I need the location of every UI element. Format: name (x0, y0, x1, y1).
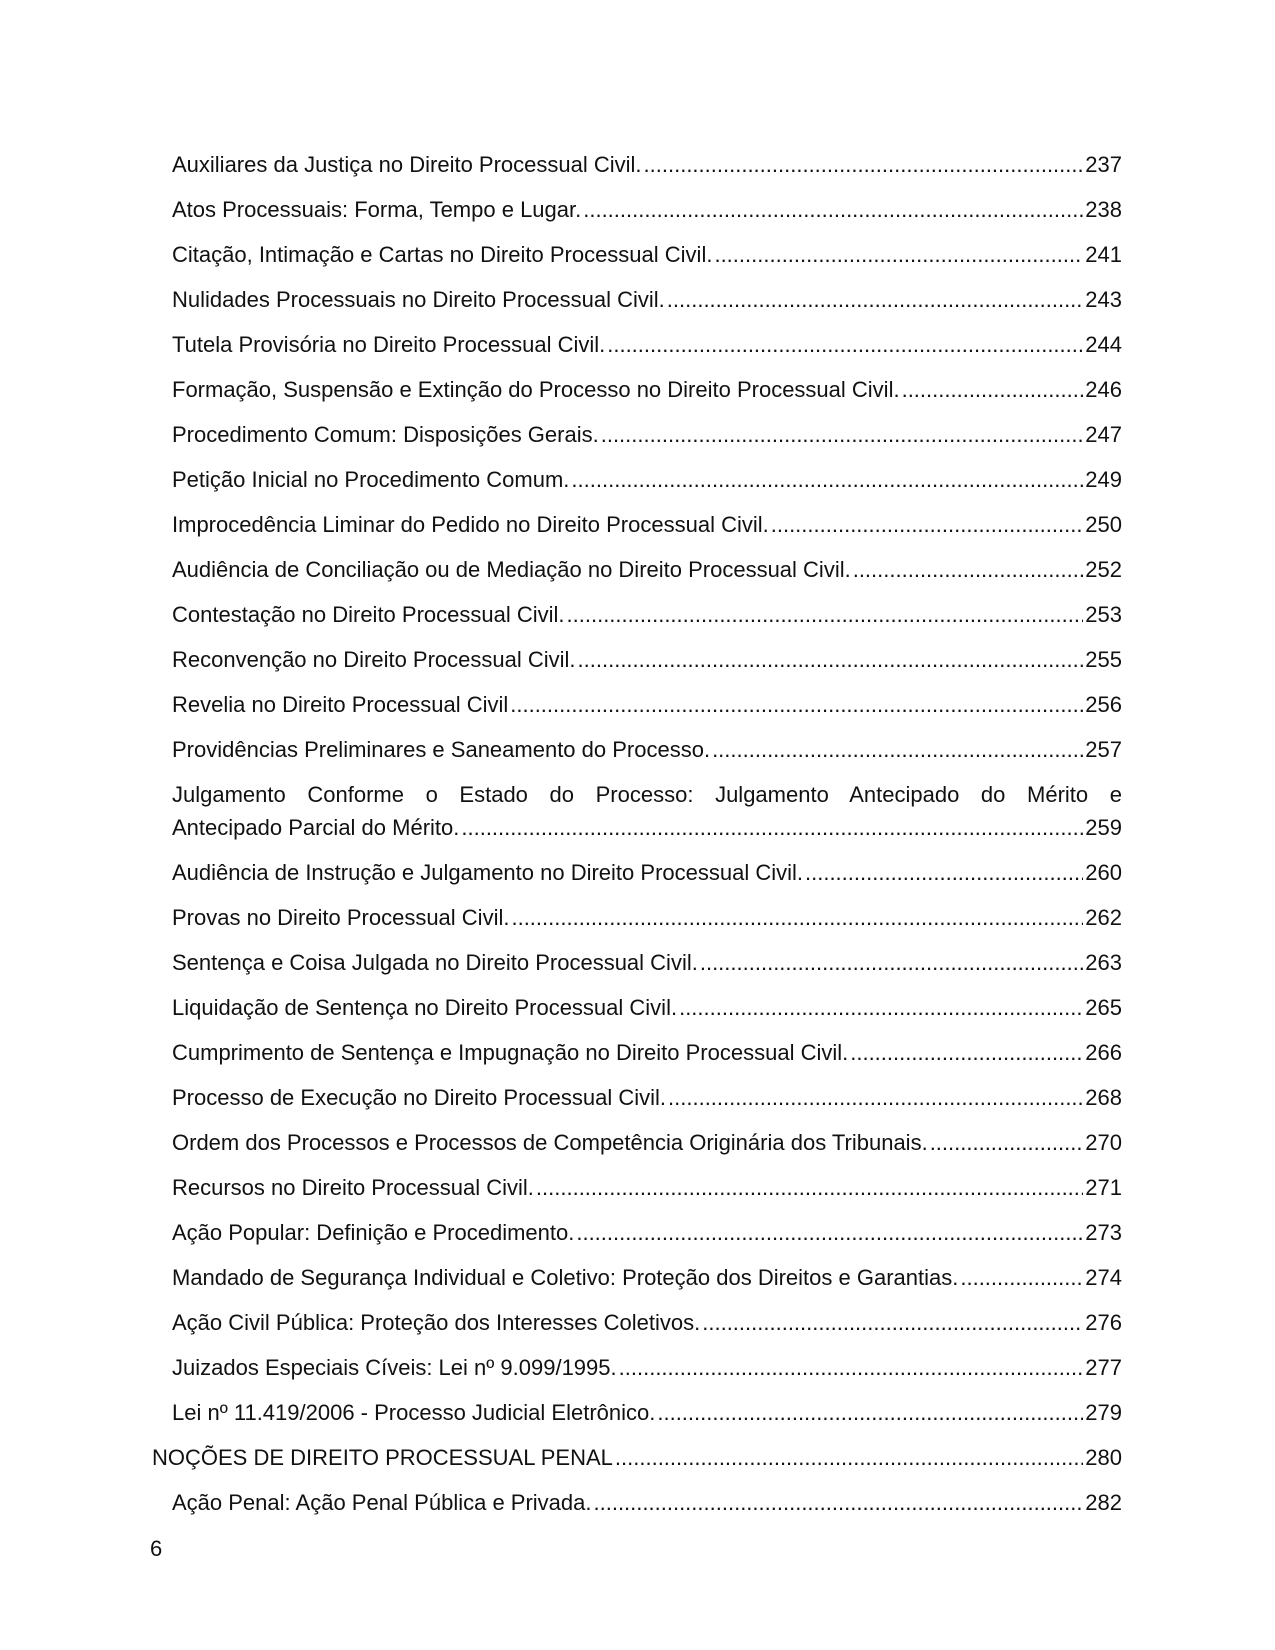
toc-entry-title: Formação, Suspensão e Extinção do Processo no Direito Processual Civil. (172, 377, 900, 402)
toc-entry[interactable] (152, 946, 1122, 979)
dot-leader (805, 856, 1083, 889)
toc-entry[interactable] (152, 1396, 1122, 1429)
toc-entry-page: 247 (1085, 422, 1122, 447)
toc-entry-page: 265 (1085, 995, 1122, 1020)
dot-leader (960, 1261, 1083, 1294)
toc-entry-page: 256 (1085, 692, 1122, 717)
dot-leader (668, 1081, 1083, 1114)
dot-leader (850, 1036, 1083, 1069)
toc-entry-title: Liquidação de Sentença no Direito Processual Civil. (172, 995, 678, 1020)
toc-entry-page: 257 (1085, 737, 1122, 762)
toc-entry-page: 282 (1085, 1490, 1122, 1515)
dot-leader (461, 811, 1083, 844)
toc-entry[interactable] (152, 901, 1122, 934)
toc-entry-page: 237 (1085, 152, 1122, 177)
toc-section-entry[interactable] (152, 1441, 1122, 1474)
dot-leader (576, 1216, 1083, 1249)
dot-leader (771, 508, 1084, 541)
toc-entry-page: 252 (1085, 557, 1122, 582)
toc-entry-title: Nulidades Processuais no Direito Processual Civil. (172, 287, 665, 312)
toc-section-title: NOÇÕES DE DIREITO PROCESSUAL PENAL (152, 1445, 613, 1470)
toc-entry-page: 274 (1085, 1265, 1122, 1290)
dot-leader (536, 1171, 1083, 1204)
toc-entry[interactable] (152, 1486, 1122, 1519)
toc-entry-page: 255 (1085, 647, 1122, 672)
dot-leader (619, 1351, 1084, 1384)
toc-entry[interactable] (152, 193, 1122, 226)
toc-entry[interactable] (152, 688, 1122, 721)
dot-leader (712, 733, 1083, 766)
dot-leader (601, 418, 1084, 451)
toc-entry-page: 260 (1085, 860, 1122, 885)
dot-leader (578, 643, 1084, 676)
toc-entry[interactable] (152, 283, 1122, 316)
dot-leader (714, 238, 1083, 271)
toc-entry-title: Tutela Provisória no Direito Processual Civil. (172, 332, 606, 357)
toc-entry-page: 273 (1085, 1220, 1122, 1245)
toc-entry[interactable] (152, 238, 1122, 271)
dot-leader (571, 463, 1083, 496)
dot-leader (644, 148, 1084, 181)
toc-entry-title: Improcedência Liminar do Pedido no Direito Processual Civil. (172, 512, 769, 537)
toc-entry-title: Ação Civil Pública: Proteção dos Interesses Coletivos. (172, 1310, 701, 1335)
dot-leader (902, 373, 1084, 406)
toc-entry-page: 241 (1085, 242, 1122, 267)
toc-entry-title: Audiência de Instrução e Julgamento no Direito Processual Civil. (172, 860, 803, 885)
toc-entry-page: 262 (1085, 905, 1122, 930)
toc-entry-title: Recursos no Direito Processual Civil. (172, 1175, 534, 1200)
dot-leader (567, 598, 1084, 631)
toc-entry-title: Cumprimento de Sentença e Impugnação no Direito Processual Civil. (172, 1040, 849, 1065)
toc-entry[interactable] (152, 553, 1122, 586)
toc-entry[interactable] (152, 1216, 1122, 1249)
toc-entry-title: Contestação no Direito Processual Civil. (172, 602, 565, 627)
dot-leader (700, 946, 1083, 979)
toc-entry-title: Ação Popular: Definição e Procedimento. (172, 1220, 575, 1245)
table-of-contents (152, 148, 1122, 1531)
toc-entry[interactable] (152, 598, 1122, 631)
toc-entry[interactable] (152, 508, 1122, 541)
toc-entry[interactable] (152, 373, 1122, 406)
toc-entry-title: Processo de Execução no Direito Processual Civil. (172, 1085, 667, 1110)
toc-entry-page: 263 (1085, 950, 1122, 975)
dot-leader (615, 1441, 1083, 1474)
toc-entry[interactable] (152, 1081, 1122, 1114)
dot-leader (702, 1306, 1083, 1339)
toc-entry[interactable] (152, 418, 1122, 451)
toc-entry[interactable] (152, 778, 1122, 844)
dot-leader (607, 328, 1083, 361)
toc-entry-title: Petição Inicial no Procedimento Comum. (172, 467, 570, 492)
dot-leader (667, 283, 1084, 316)
toc-entry-page: 280 (1085, 1445, 1122, 1470)
toc-entry[interactable] (152, 856, 1122, 889)
dot-leader (853, 553, 1084, 586)
toc-entry-page: 253 (1085, 602, 1122, 627)
toc-entry-page: 266 (1085, 1040, 1122, 1065)
dot-leader (657, 1396, 1083, 1429)
toc-entry-title: Procedimento Comum: Disposições Gerais. (172, 422, 599, 447)
toc-entry-title: Ordem dos Processos e Processos de Competência Originária dos Tribunais. (172, 1130, 928, 1155)
toc-entry-page: 279 (1085, 1400, 1122, 1425)
toc-entry[interactable] (152, 1351, 1122, 1384)
toc-entry-title: Auxiliares da Justiça no Direito Processual Civil. (172, 152, 642, 177)
toc-entry-title: Citação, Intimação e Cartas no Direito Processual Civil. (172, 242, 713, 267)
toc-entry-page: 238 (1085, 197, 1122, 222)
toc-entry-title: Ação Penal: Ação Penal Pública e Privada. (172, 1490, 592, 1515)
toc-entry-title: Lei nº 11.419/2006 - Processo Judicial Eletrônico. (172, 1400, 656, 1425)
page-number: 6 (150, 1536, 163, 1561)
toc-entry-title-line1: Julgamento Conforme o Estado do Processo: Julgamento Antecipado do Mérito e (172, 782, 1122, 807)
toc-entry[interactable] (152, 1036, 1122, 1069)
toc-entry-page: 250 (1085, 512, 1122, 537)
toc-entry-title: Antecipado Parcial do Mérito. (172, 815, 460, 840)
dot-leader (510, 688, 1083, 721)
toc-entry-title: Mandado de Segurança Individual e Coletivo: Proteção dos Direitos e Garantias. (172, 1265, 959, 1290)
dot-leader (930, 1126, 1084, 1159)
toc-entry-title: Provas no Direito Processual Civil. (172, 905, 510, 930)
toc-entry-title: Providências Preliminares e Saneamento do Processo. (172, 737, 711, 762)
toc-entry[interactable] (152, 1171, 1122, 1204)
toc-entry[interactable] (152, 148, 1122, 181)
toc-entry-title: Audiência de Conciliação ou de Mediação no Direito Processual Civil. (172, 557, 851, 582)
toc-entry-title: Revelia no Direito Processual Civil (172, 692, 509, 717)
toc-entry-page: 244 (1085, 332, 1122, 357)
toc-entry-title: Atos Processuais: Forma, Tempo e Lugar. (172, 197, 582, 222)
toc-entry[interactable] (152, 328, 1122, 361)
toc-entry-page: 277 (1085, 1355, 1122, 1380)
toc-entry-page: 249 (1085, 467, 1122, 492)
toc-entry-page: 276 (1085, 1310, 1122, 1335)
toc-entry-title: Sentença e Coisa Julgada no Direito Processual Civil. (172, 950, 698, 975)
toc-entry[interactable] (152, 733, 1122, 766)
toc-entry-page: 268 (1085, 1085, 1122, 1110)
dot-leader (679, 991, 1083, 1024)
toc-entry-page: 271 (1085, 1175, 1122, 1200)
dot-leader (511, 901, 1083, 934)
toc-entry-page: 270 (1085, 1130, 1122, 1155)
dot-leader (583, 193, 1083, 226)
toc-entry-page: 243 (1085, 287, 1122, 312)
toc-entry[interactable] (152, 1126, 1122, 1159)
toc-entry-title: Juizados Especiais Cíveis: Lei nº 9.099/1995. (172, 1355, 617, 1380)
toc-entry[interactable] (152, 643, 1122, 676)
toc-entry-page: 246 (1085, 377, 1122, 402)
toc-entry-page: 259 (1085, 815, 1122, 840)
toc-entry-title: Reconvenção no Direito Processual Civil. (172, 647, 576, 672)
toc-entry[interactable] (152, 1306, 1122, 1339)
toc-entry[interactable] (152, 1261, 1122, 1294)
dot-leader (594, 1486, 1084, 1519)
toc-entry[interactable] (152, 991, 1122, 1024)
toc-entry[interactable] (152, 463, 1122, 496)
